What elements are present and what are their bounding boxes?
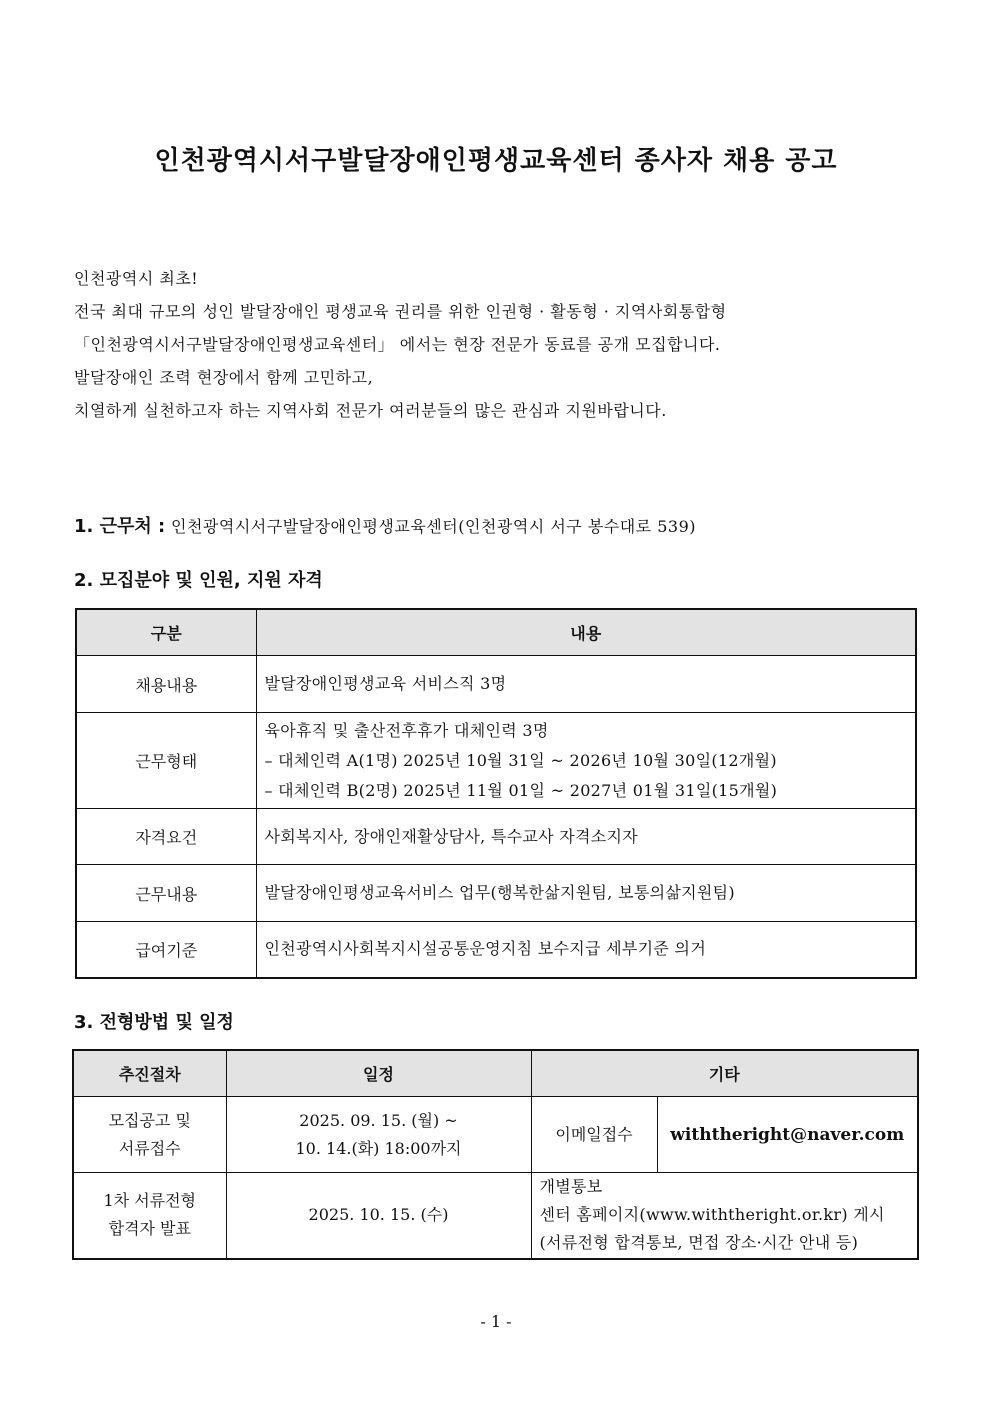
- step-line: 모집공고 및: [108, 1110, 191, 1130]
- date-cell: 2025. 10. 15. (수): [226, 1173, 531, 1259]
- step-line: 합격자 발표: [108, 1219, 191, 1239]
- row-label: 채용내용: [76, 656, 256, 713]
- table-header: 추진절차: [73, 1050, 226, 1097]
- email-address[interactable]: withtheright@naver.com: [657, 1097, 918, 1173]
- intro-line: 인천광역시 최초!: [74, 269, 199, 288]
- note-line: (서류전형 합격통보, 면접 장소·시간 안내 등): [539, 1233, 859, 1253]
- step-line: 서류접수: [118, 1138, 181, 1158]
- row-content: 발달장애인평생교육 서비스직 3명: [256, 656, 916, 713]
- content-line: – 대체인력 A(1명) 2025년 10월 31일 ~ 2026년 10월 30일(12개월): [264, 750, 777, 770]
- notes-cell: [531, 1173, 918, 1259]
- row-label: 급여기준: [76, 922, 256, 978]
- row-label: 자격요건: [76, 809, 256, 865]
- content-line: 육아휴직 및 출산전후휴가 대체인력 3명: [264, 720, 549, 740]
- table-row: [76, 922, 916, 978]
- table-row: [76, 809, 916, 865]
- table-row: [73, 1173, 918, 1259]
- page-number: - 1 -: [480, 1312, 512, 1331]
- date-line: 10. 14.(화) 18:00까지: [295, 1138, 462, 1158]
- method-cell: 이메일접수: [531, 1097, 657, 1173]
- table-header: 기타: [531, 1050, 918, 1097]
- table-row: [76, 865, 916, 922]
- table-header: 내용: [256, 609, 916, 656]
- intro-line: 「인천광역시서구발달장애인평생교육센터」 에서는 현장 전문가 동료를 공개 모집합니다.: [74, 335, 721, 354]
- schedule-table: [72, 1049, 919, 1260]
- intro-text: [74, 262, 934, 427]
- table-header: 구분: [76, 609, 256, 656]
- row-label: 근무내용: [76, 865, 256, 922]
- section-heading: 1. 근무처 :: [74, 516, 166, 537]
- step-cell: [73, 1173, 226, 1259]
- content-line: – 대체인력 B(2명) 2025년 11월 01일 ~ 2027년 01월 31일(15개월): [264, 780, 778, 800]
- section-workplace: [74, 512, 696, 538]
- table-row: [76, 656, 916, 713]
- intro-line: 치열하게 실천하고자 하는 지역사회 전문가 여러분들의 많은 관심과 지원바랍니다.: [74, 401, 667, 420]
- step-line: 1차 서류전형: [103, 1191, 197, 1211]
- row-content: 인천광역시사회복지시설공통운영지침 보수지급 세부기준 의거: [256, 922, 916, 978]
- row-content: 발달장애인평생교육서비스 업무(행복한삶지원팀, 보통의삶지원팀): [256, 865, 916, 922]
- section-heading: 2. 모집분야 및 인원, 지원 자격: [74, 570, 323, 591]
- table-row: [76, 713, 916, 809]
- note-line: 센터 홈페이지(www.withtheright.or.kr) 게시: [539, 1205, 885, 1225]
- date-line: 2025. 09. 15. (월) ~: [299, 1110, 458, 1130]
- table-header: 일정: [226, 1050, 531, 1097]
- table-row: [73, 1097, 918, 1173]
- note-line: 개별통보: [539, 1177, 603, 1197]
- intro-line: 전국 최대 규모의 성인 발달장애인 평생교육 권리를 위한 인권형 · 활동형 · 지역사회통합형: [74, 302, 727, 321]
- recruitment-table: [75, 608, 917, 979]
- workplace-value: 인천광역시서구발달장애인평생교육센터(인천광역시 서구 봉수대로 539): [171, 517, 697, 536]
- section-recruitment: [74, 566, 323, 592]
- row-label: 근무형태: [76, 713, 256, 809]
- page-title: 인천광역시서구발달장애인평생교육센터 종사자 채용 공고: [154, 146, 838, 176]
- row-content: 사회복지사, 장애인재활상담사, 특수교사 자격소지자: [256, 809, 916, 865]
- intro-line: 발달장애인 조력 현장에서 함께 고민하고,: [74, 368, 374, 387]
- step-cell: [73, 1097, 226, 1173]
- date-cell: [226, 1097, 531, 1173]
- section-heading: 3. 전형방법 및 일정: [74, 1012, 234, 1033]
- row-content: [256, 713, 916, 809]
- section-schedule: [74, 1008, 234, 1034]
